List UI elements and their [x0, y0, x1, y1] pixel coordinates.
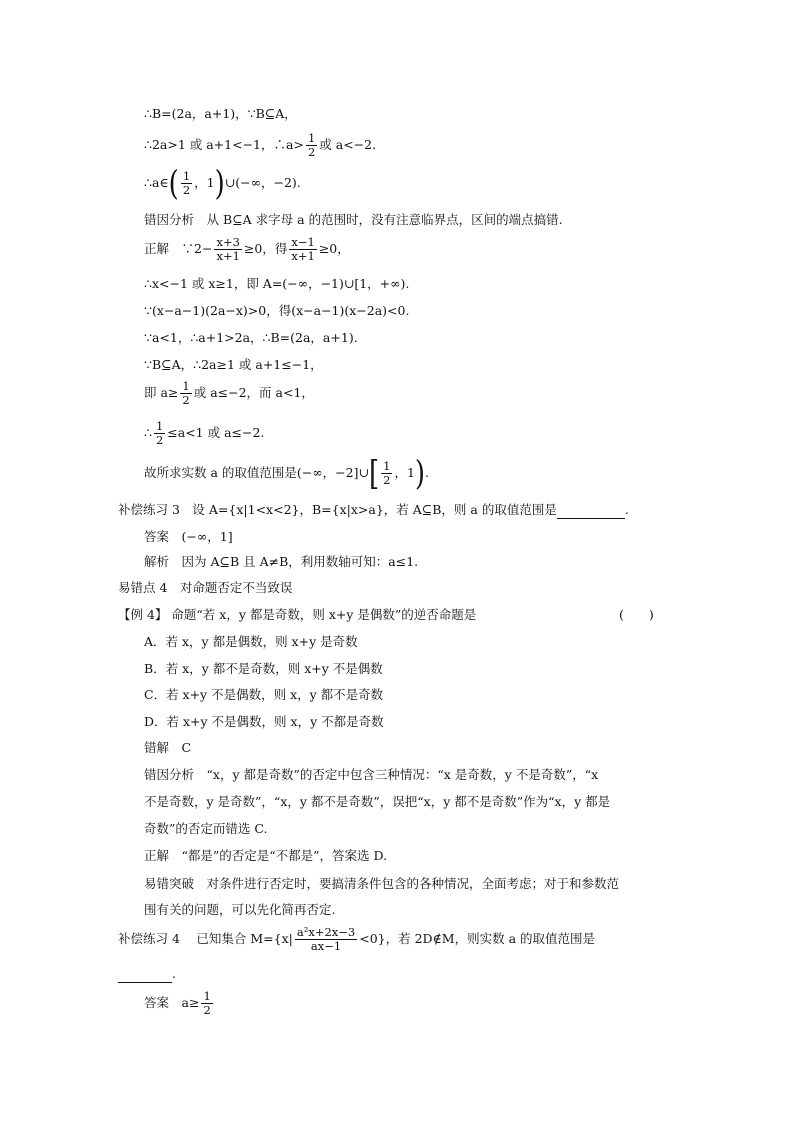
line-error-analysis-1: 错因分析 从 B⊆A 求字母 a 的范围时，没有注意临界点，区间的端点搞错. [144, 212, 563, 227]
line-product-inequality: ∵(x−a−1)(2a−x)>0，得(x−a−1)(x−2a)<0. [144, 303, 410, 318]
breakthrough-line-1: 易错突破 对条件进行否定时，要搞清条件包含的各种情况，全面考虑；对于和参数范 [144, 876, 620, 891]
answer-blank-2 [118, 966, 172, 983]
practice-3-answer: 答案 (−∞，1] [144, 529, 233, 544]
answer-parentheses: ( ) [619, 607, 654, 622]
line-a-bound: 即 a≥ $\frac{1}{2}$ 或 a≤−2，而 a<1， [144, 379, 314, 407]
line-inequality-condition: ∴2a>1 或 a+1<−1，∴a> $\frac{1}{2}$ 或 a<−2. [144, 131, 377, 159]
option-b: B．若 x，y 都不是奇数，则 x+y 不是偶数 [144, 661, 383, 676]
line-a-result: ∴ $\frac{1}{2}$ ≤a<1 或 a≤−2. [144, 419, 265, 447]
error-point-4-heading: 易错点 4 对命题否定不当致误 [118, 580, 293, 595]
line-b-interval: ∴B=(2a，a+1)，∵B⊆A， [144, 106, 297, 121]
line-set-a: ∴x<−1 或 x≥1，即 A=(−∞，−1)∪[1，+∞). [144, 276, 410, 291]
correct-solution: 正解 “都是”的否定是“不都是”，答案选 D. [144, 848, 388, 863]
practice-3-explanation: 解析 因为 A⊆B 且 A≠B，利用数轴可知：a≤1. [144, 554, 419, 569]
error-analysis-line-1: 错因分析 “x，y 都是奇数”的否定中包含三种情况：“x 是奇数，y 不是奇数”，“x [144, 767, 599, 782]
practice-4-answer: 答案 a≥ $\frac{1}{2}$ [144, 989, 211, 1017]
option-c: C．若 x+y 不是偶数，则 x，y 都不是奇数 [144, 687, 384, 702]
option-d: D．若 x+y 不是偶数，则 x，y 不都是奇数 [144, 714, 384, 729]
answer-blank [557, 502, 625, 519]
error-analysis-line-2: 不是奇数，y 是奇数”，“x，y 都不是奇数”，误把“x，y 都不是奇数”作为“x，y 都是 [144, 794, 611, 809]
line-b-derivation: ∵a<1，∴a+1>2a，∴B=(2a，a+1). [144, 330, 358, 345]
practice-3-question: 补偿练习 3 设 A={x|1<x<2}，B={x|x>a}，若 A⊆B，则 a 的取值范围是 . [118, 502, 629, 517]
example-4-question: 【例 4】 命题“若 x，y 都是奇数，则 x+y 是偶数”的逆否命题是 [118, 607, 477, 622]
line-correct-solution-start: 正解 ∵2− $\frac{x+3}{x+1}$ ≥0，得 $\frac{x-1}{x+1}$ ≥0， [144, 235, 350, 263]
line-wrong-range: ∴a∈( $\frac{1}{2}$ ，1)∪(−∞，−2). [144, 164, 301, 203]
error-analysis-line-3: 奇数”的否定而错选 C. [144, 821, 268, 836]
line-final-range: 故所求实数 a 的取值范围是(−∞，−2]∪[ $\frac{1}{2}$ ，1). [144, 454, 430, 493]
line-subset-condition: ∵B⊆A，∴2a≥1 或 a+1≤−1， [144, 357, 323, 372]
practice-4-question: 补偿练习 4 已知集合 M={x| $\frac{\text{a²x+2x−3}}{ax-1}$ <0}，若 2D∉M，则实数 a 的取值范围是 [118, 925, 595, 953]
practice-4-blank-line: . [118, 966, 176, 983]
wrong-answer: 错解 C [144, 740, 192, 755]
breakthrough-line-2: 围有关的问题，可以先化简再否定. [144, 902, 336, 917]
option-a: A．若 x，y 都是偶数，则 x+y 是奇数 [144, 634, 358, 649]
